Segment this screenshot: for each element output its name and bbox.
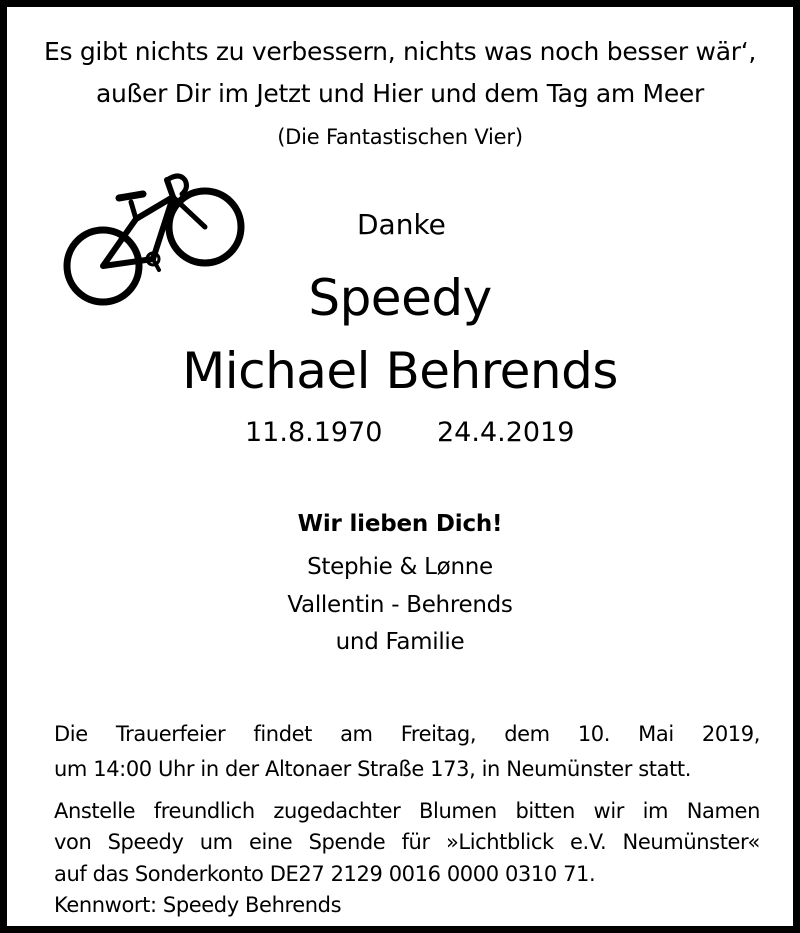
funeral-info-line-1: Die Trauerfeier findet am Freitag, dem 10. Mai 2019, xyxy=(54,722,760,746)
donation-keyword-line: Kennwort: Speedy Behrends xyxy=(54,893,342,917)
death-date: 24.4.2019 xyxy=(437,417,575,448)
family-line-2: Vallentin - Behrends xyxy=(287,592,513,618)
deceased-full-name: Michael Behrends xyxy=(182,342,618,400)
deceased-nickname: Speedy xyxy=(308,269,492,327)
donation-info-line-2: von Speedy um eine Spende für »Lichtblick e.V. Neumünster« xyxy=(54,830,760,854)
family-line-1: Stephie & Lønne xyxy=(307,554,493,580)
funeral-info-line-2: um 14:00 Uhr in der Altonaer Straße 173, in Neumünster statt. xyxy=(54,757,692,781)
family-line-3: und Familie xyxy=(335,629,465,655)
quote-line-1: Es gibt nichts zu verbessern, nichts was noch besser wär‘, xyxy=(44,37,756,66)
thanks-heading: Danke xyxy=(357,208,446,241)
quote-source: (Die Fantastischen Vier) xyxy=(277,125,523,149)
love-message: Wir lieben Dich! xyxy=(297,511,503,537)
donation-info-line-1: Anstelle freundlich zugedachter Blumen bitten wir im Namen xyxy=(54,799,760,823)
quote-line-2: außer Dir im Jetzt und Hier und dem Tag am Meer xyxy=(96,79,704,108)
donation-account-line: auf das Sonderkonto DE27 2129 0016 0000 0310 71. xyxy=(54,862,596,886)
birth-date: 11.8.1970 xyxy=(245,417,383,448)
